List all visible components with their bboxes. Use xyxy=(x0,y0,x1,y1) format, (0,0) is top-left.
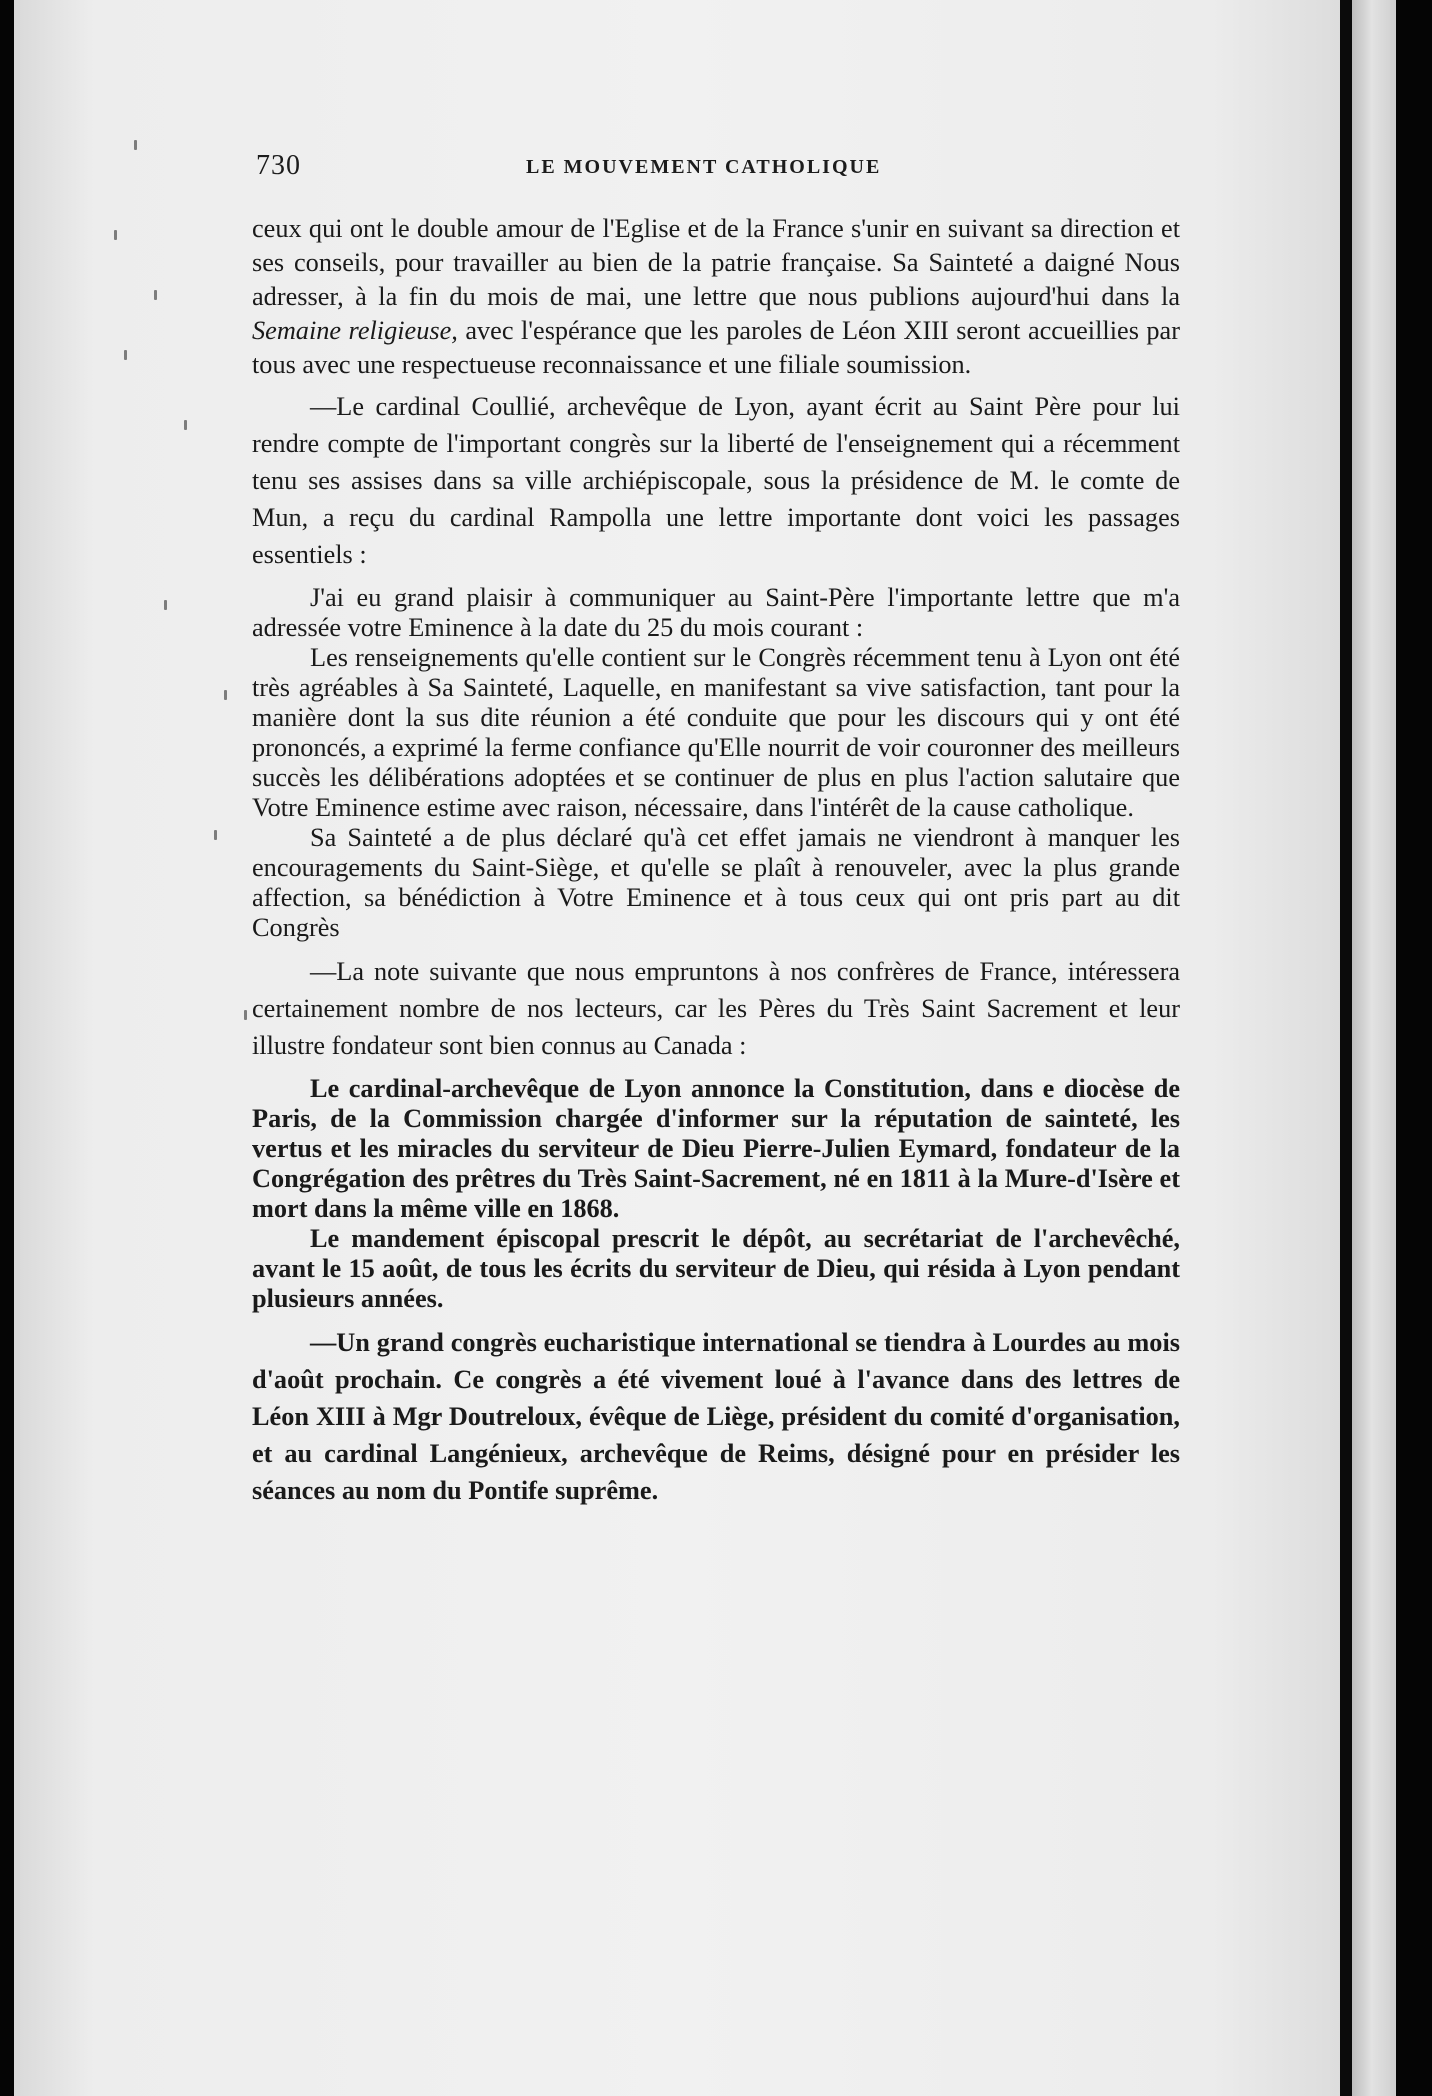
paragraph-2: —Le cardinal Coullié, archevêque de Lyon, ayant écrit au Saint Père pour lui rendre compte de l'important congrès sur la liberté de l'enseignement qui a récemment tenu ses assises dans sa ville archiépiscopale, sous la présidence de M. le comte de Mun, a reçu du cardinal Rampolla une lettre importante dont voici les passages essentiels : xyxy=(252,392,1180,569)
quoted-note xyxy=(252,1074,1180,1314)
quote-paragraph-1: J'ai eu grand plaisir à communiquer au Saint-Père l'importante lettre que m'a adressée votre Eminence à la date du 25 du mois courant : xyxy=(252,583,1180,642)
quote-paragraph-2: Les renseignements qu'elle contient sur le Congrès récemment tenu à Lyon ont été très agréables à Sa Sainteté, Laquelle, en manifestant sa vive satisfaction, tant pour la manière dont la sus dite réunion a été conduite que pour les discours qui y ont été prononcés, a exprimé la ferme confiance qu'Elle nourrit de voir couronner des meilleurs succès les délibérations adoptées et se continuer de plus en plus l'action salutaire que Votre Eminence estime avec raison, nécessaire, dans l'intérêt de la cause catholique. xyxy=(252,643,1180,822)
margin-bleed-marks xyxy=(74,120,254,1020)
quoted-letter xyxy=(252,583,1180,943)
page-number: 730 xyxy=(256,150,301,181)
quote-paragraph-4: Le cardinal-archevêque de Lyon annonce la Constitution, dans e diocèse de Paris, de la Commission chargée d'informer sur la réputation de sainteté, les vertus et les miracles du serviteur de Dieu Pierre-Julien Eymard, fondateur de la Congrégation des prêtres du Très Saint-Sacrement, né en 1811 à la Mure-d'Isère et mort dans la même ville en 1868. xyxy=(252,1074,1180,1223)
quote-paragraph-3: Sa Sainteté a de plus déclaré qu'à cet effet jamais ne viendront à manquer les encouragements du Saint-Siège, et qu'elle se plaît à renouveler, avec la plus grande affection, sa bénédiction à Votre Eminence et à tous ceux qui ont pris part au dit Congrès xyxy=(252,823,1180,942)
newspaper-title: Semaine religieuse, xyxy=(252,316,458,345)
quote-paragraph-5: Le mandement épiscopal prescrit le dépôt, au secrétariat de l'archevêché, avant le 15 août, de tous les écrits du serviteur de Dieu, qui résida à Lyon pendant plusieurs années. xyxy=(252,1224,1180,1313)
page-header xyxy=(256,150,1180,190)
paragraph-3: —La note suivante que nous empruntons à nos confrères de France, intéressera certainement nombre de nos lecteurs, car les Pères du Très Saint Sacrement et leur illustre fondateur sont bien connus au Canada : xyxy=(252,957,1180,1060)
page-body xyxy=(252,212,1180,1509)
paragraph-4: —Un grand congrès eucharistique international se tiendra à Lourdes au mois d'août prochain. Ce congrès a été vivement loué à l'avance dans des lettres de Léon XIII à Mgr Doutreloux, évêque de Liège, président du comité d'organisation, et au cardinal Langénieux, archevêque de Reims, désigné pour en présider les séances au nom du Pontife suprême. xyxy=(252,1328,1180,1505)
paragraph-1: ceux qui ont le double amour de l'Eglise et de la France s'unir en suivant sa direction et ses conseils, pour travailler au bien de la patrie française. Sa Sainteté a daigné Nous adresser, à la fin du mois de mai, une lettre que nous publions aujourd'hui dans la Semaine religieuse, avec l'espérance que les paroles de Léon XIII seront accueillies par tous avec une respectueuse reconnaissance et une filiale soumission. xyxy=(252,214,1180,379)
running-title: LE MOUVEMENT CATHOLIQUE xyxy=(526,156,882,178)
next-page-edge xyxy=(1352,0,1396,2096)
